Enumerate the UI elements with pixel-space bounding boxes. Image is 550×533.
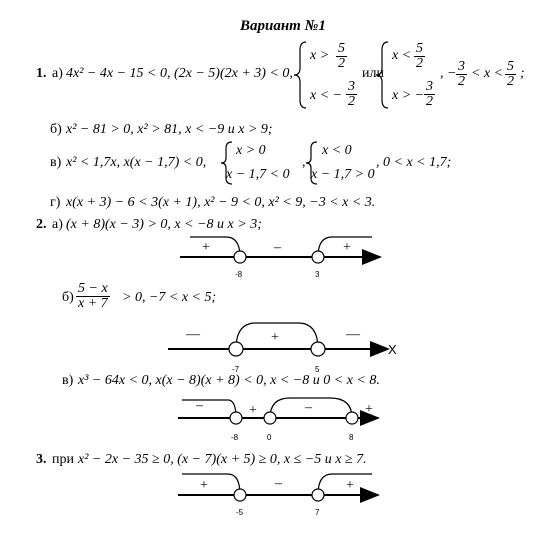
page-title: Вариант №1 <box>240 18 326 34</box>
problem-2c-text: x³ − 64x < 0, x(x − 8)(x + 8) < 0, x < −8 и 0 < x < 8. <box>78 373 380 388</box>
fraction-3-2: $\frac{3}{2}$ <box>348 79 355 109</box>
problem-1b-text: x² − 81 > 0, x² > 81, x < −9 и x > 9; <box>66 122 273 137</box>
axis-label-x: X <box>388 342 397 357</box>
problem-1c-text: x² < 1,7x, x(x − 1,7) < 0, <box>66 155 207 170</box>
sign-2c-3: – <box>305 400 312 415</box>
problem-2a-label: а) <box>52 217 63 232</box>
problem-1c-system1-top: x > 0 <box>236 143 266 158</box>
tick-2c-3: 8 <box>349 433 354 442</box>
tick-3-2: 7 <box>315 508 320 517</box>
problem-1a-result-prefix: , − <box>440 66 457 81</box>
tick-2a-1: -8 <box>235 270 243 279</box>
sign-2a-1: + <box>202 240 210 255</box>
sign-2b-2: + <box>271 330 279 345</box>
problem-3-number: 3. <box>36 452 47 467</box>
sign-2c-4: + <box>365 402 373 417</box>
problem-1a-label: а) <box>52 66 63 81</box>
problem-1a-system2-top: x < <box>392 48 412 63</box>
sign-3-2: – <box>275 476 282 491</box>
problem-1d-label: г) <box>50 195 61 210</box>
problem-2-number: 2. <box>36 217 47 232</box>
sign-3-1: + <box>200 478 208 493</box>
problem-1c-system1-bottom: x − 1,7 < 0 <box>226 167 290 182</box>
problem-1c-result: , 0 < x < 1,7; <box>376 155 452 170</box>
problem-2c-label: в) <box>62 373 74 388</box>
sign-2c-2: + <box>249 403 257 418</box>
problem-1-number: 1. <box>36 66 47 81</box>
sign-3-3: + <box>346 478 354 493</box>
number-line-2c <box>178 398 378 424</box>
problem-2b-text: > 0, −7 < x < 5; <box>122 290 217 305</box>
problem-3-label: при <box>52 452 74 467</box>
sign-2a-3: + <box>343 240 351 255</box>
sign-2c-1: – <box>196 398 203 413</box>
problem-1a-result-mid: < x < <box>471 66 504 81</box>
problem-2b-label: б) <box>62 290 74 305</box>
sign-2b-1: — <box>186 327 200 342</box>
tick-2c-1: -8 <box>231 433 239 442</box>
fraction-5-2: $\frac{5}{2}$ <box>338 41 345 71</box>
problem-1d-text: x(x + 3) − 6 < 3(x + 1), x² − 9 < 0, x² < 9, −3 < x < 3. <box>66 195 376 210</box>
fraction-3-2: $\frac{3}{2}$ <box>426 79 433 109</box>
sign-2a-2: – <box>274 240 281 255</box>
problem-1a-system1-bottom: x < − <box>310 88 343 103</box>
comma: , <box>302 155 306 170</box>
or-word: или <box>362 66 384 81</box>
problem-1a-system1-top: x > <box>310 48 330 63</box>
problem-1a-result-end: ; <box>520 66 525 81</box>
system-braces <box>221 42 388 184</box>
problem-1c-system2-top: x < 0 <box>322 143 352 158</box>
problem-2b-fraction: $\frac{5 - x}{x + 7}$ <box>78 281 108 311</box>
problem-1a-system2-bottom: x > − <box>392 88 425 103</box>
tick-2c-2: 0 <box>267 433 272 442</box>
tick-2b-2: 5 <box>315 365 320 374</box>
fraction-5-2: $\frac{5}{2}$ <box>416 41 423 71</box>
fraction-3-2: $\frac{3}{2}$ <box>458 59 465 89</box>
sign-2b-3: — <box>346 327 360 342</box>
tick-2b-1: -7 <box>232 365 240 374</box>
tick-2a-2: 3 <box>315 270 320 279</box>
fraction-5-2: $\frac{5}{2}$ <box>507 59 514 89</box>
problem-1b-label: б) <box>50 122 62 137</box>
problem-1a-inequality: 4x² − 4x − 15 < 0, (2x − 5)(2x + 3) < 0, <box>66 66 293 81</box>
problem-1c-label: в) <box>50 155 62 170</box>
problem-1c-system2-bottom: x − 1,7 > 0 <box>311 167 375 182</box>
problem-2a-text: (x + 8)(x − 3) > 0, x < −8 и x > 3; <box>66 217 262 232</box>
tick-3-1: -5 <box>236 508 244 517</box>
problem-3-text: x² − 2x − 35 ≥ 0, (x − 7)(x + 5) ≥ 0, x ≤ −5 и x ≥ 7. <box>78 452 367 467</box>
